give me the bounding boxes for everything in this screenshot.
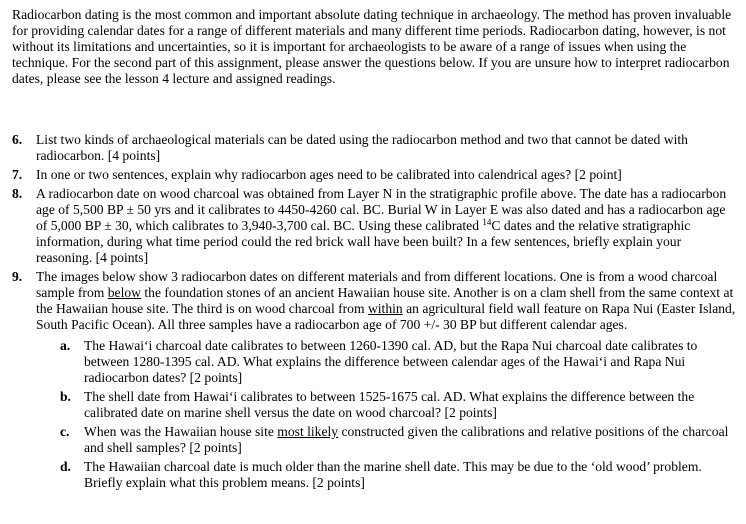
question-7	[12, 167, 736, 183]
subquestion-list	[12, 338, 736, 491]
question-list	[12, 132, 736, 494]
question-8	[12, 186, 736, 266]
subquestion-a	[12, 338, 736, 386]
question-9	[12, 269, 736, 335]
subquestion-b	[12, 389, 736, 421]
question-text: List two kinds of archaeological materials can be dated using the radiocarbon method and two that cannot be dated with radiocarbon. [4 points]	[36, 132, 688, 163]
question-text-part: the foundation stones of an ancient Hawaiian house site. Another is on a clam shell from the same context at the Hawaiian house site. The third is on wood charcoal from	[36, 285, 734, 316]
subquestion-c	[12, 424, 736, 456]
underlined-phrase: most likely	[277, 424, 339, 439]
subquestion-text: The Hawai‘i charcoal date calibrates to between 1260-1390 cal. AD, but the Rapa Nui charcoal date calibrates to between 1280-1395 cal. AD. What explains the difference between calendar ages of the Hawai‘i and Rapa Nui radiocarbon dates? [2 points]	[84, 338, 698, 385]
subquestion-text-part: When was the Hawaiian house site	[84, 424, 278, 439]
question-text: In one or two sentences, explain why radiocarbon ages need to be calibrated into calendrical ages? [2 point]	[36, 167, 622, 182]
superscript-14: 14	[482, 217, 492, 227]
subquestion-text-part: constructed given the calibrations and relative positions of the charcoal and shell samples? [2 points]	[84, 424, 729, 455]
subquestion-text: The Hawaiian charcoal date is much older than the marine shell date. This may be due to the ‘old wood’ problem. Briefly explain what this problem means. [2 points]	[84, 459, 702, 490]
question-text	[36, 186, 736, 266]
question-text-part: The images below show 3 radiocarbon dates on different materials and from different locations. One is from a wood charcoal sample from	[36, 269, 718, 300]
subquestion-letter: c.	[60, 424, 70, 439]
intro-paragraph: Radiocarbon dating is the most common and important absolute dating technique in archaeology. The method has proven invaluable for providing calendar dates for a range of different materials and many different time periods. Radiocarbon dating, however, is not without its limitations and uncertainties, so it is important for archaeologists to be aware of a range of issues when using the technique. For the second part of this assignment, please answer the questions below. If you are unsure how to interpret radiocarbon dates, please see the lesson 4 lecture and assigned readings.	[12, 7, 732, 86]
question-number: 7.	[12, 167, 23, 182]
subquestion-d	[12, 459, 736, 491]
question-text-part: A radiocarbon date on wood charcoal was obtained from Layer N in the stratigraphic profile above. The date has a radiocarbon age of 5,500 BP ± 50 yrs and it calibrates to 4450-4260 cal. BC. Burial W in Layer E was also dated and has a radiocarbon age of 5,000 BP ± 30, which calibrates to 3,940-3,700 cal. BC. Using these calibrated	[36, 186, 727, 233]
underlined-word: within	[367, 301, 403, 316]
subquestion-text: The shell date from Hawai‘i calibrates to between 1525-1675 cal. AD. What explains the difference between the calibrated date on marine shell versus the date on wood charcoal? [2 points]	[84, 389, 695, 420]
question-number: 8.	[12, 186, 23, 201]
question-6	[12, 132, 736, 164]
underlined-word: below	[107, 285, 141, 300]
question-text	[36, 269, 736, 335]
subquestion-letter: b.	[60, 389, 71, 404]
subquestion-letter: d.	[60, 459, 71, 474]
question-number: 9.	[12, 269, 23, 284]
question-number: 6.	[12, 132, 23, 147]
question-text-part: C dates and the relative stratigraphic information, during what time period could the red brick wall have been built? In a few sentences, briefly explain your reasoning. [4 points]	[36, 218, 691, 265]
subquestion-letter: a.	[60, 338, 71, 353]
subquestion-text	[84, 424, 736, 456]
question-text-part: an agricultural field wall feature on Rapa Nui (Easter Island, South Pacific Ocean). All three samples have a radiocarbon age of 700 +/- 30 BP but different calendar ages.	[36, 301, 736, 332]
